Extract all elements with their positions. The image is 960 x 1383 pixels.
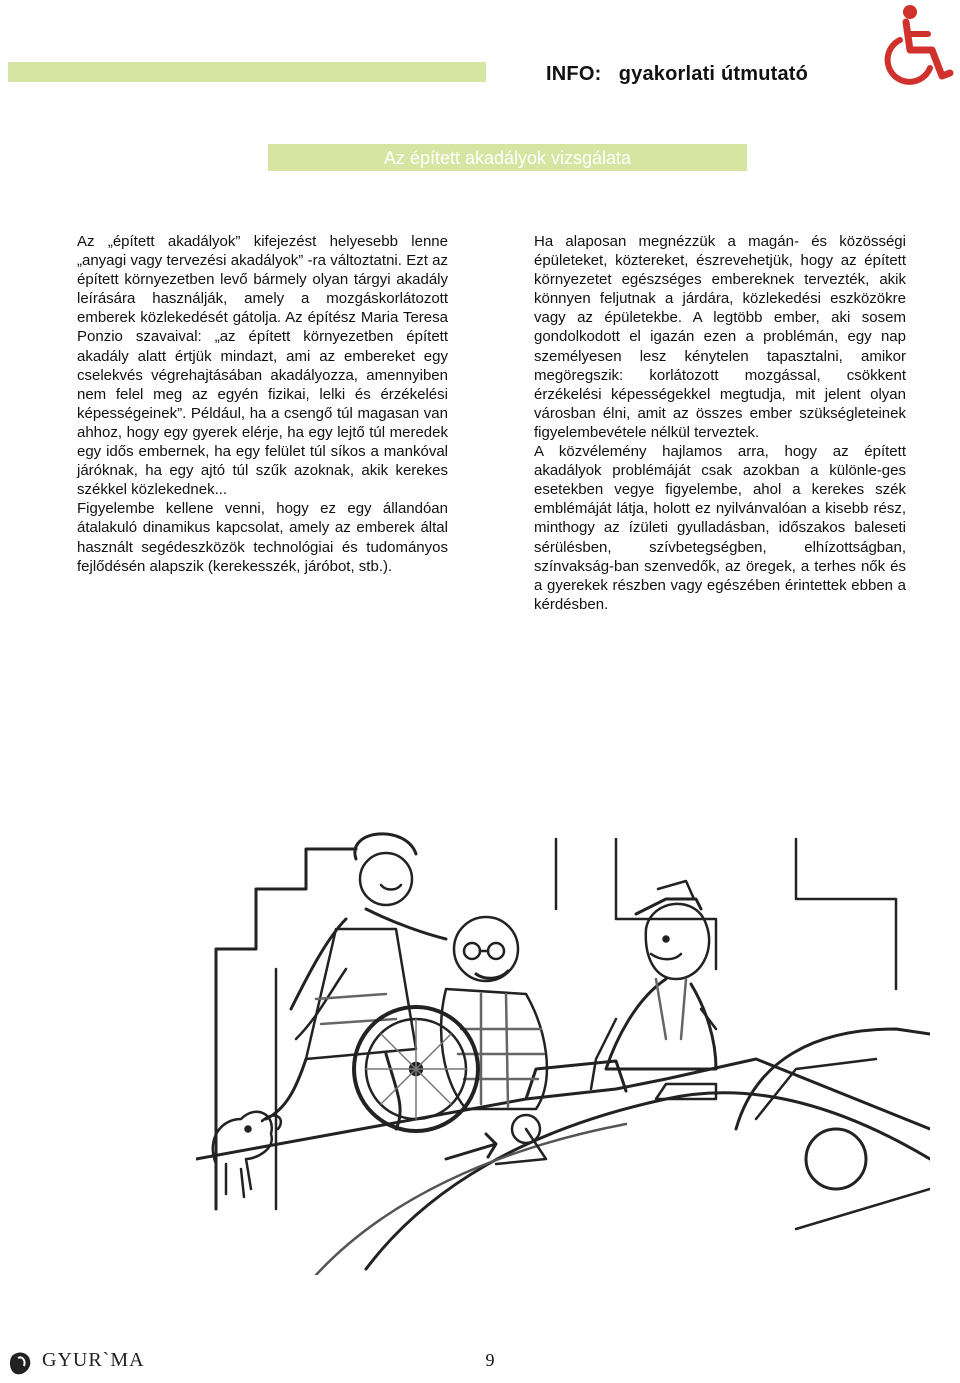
- header-title: INFO: gyakorlati útmutató: [546, 63, 809, 85]
- right-column: [534, 232, 906, 614]
- section-title: Az épített akadályok vizsgálata: [383, 148, 632, 168]
- cartoon-illustration: [196, 829, 930, 1275]
- paragraph: Az „épített akadályok” kifejezést helyesebb lenne „anyagi vagy tervezési akadályok” -ra változtatni. Ezt az épített környezetben levő bármely olyan tárgyi akadály leírására használják, amely a mozgáskorlátozott emberek közlekedését gátolja. Az építész Maria Teresa Ponzio szavaival: „az épített környezetben épített akadály alatt értjük mindazt, ami az embereket egy cselekvés végrehajtásában akadályozza, amennyiben nem felel meg az egyén fizikai, lelki és érzékelési képességeinek”. Például, ha a csengő túl magasan van ahhoz, hogy egy gyerek elérje, ha egy lejtő túl meredek egy idős embernek, ha egy felület túl síkos a mankóval járóknak, ha egy ajtó túl szűk azoknak, akik kerekes székkel közlekednek...: [77, 233, 448, 499]
- paragraph: Ha alaposan megnézzük a magán- és közösségi épületeket, köztereket, észrevehetjük, hogy az épített környezetet egészséges embereknek tervezték, akik könnyen feljutnak a járdára, közlekedési eszközökre vagy az épületekbe. A legtöbb ember, aki sosem gondolkodott el igazán ezen a problémán, egy nap személyesen lesz kénytelen tapasztalni, amikor megöregszik: korlátozott mozgással, csökkent érzékelési képességekkel megtudja, mit jelent olyan városban élni, amit az összes ember szükségleteinek figyelembevétele nélkül terveztek.: [534, 233, 906, 441]
- paragraph: Figyelembe kellene venni, hogy ez egy állandóan átalakuló dinamikus kapcsolat, amely az emberek által használt segédeszközök technológiai és tudományos fejlődésén alapszik (kerekesszék, járóbot, stb.).: [77, 500, 448, 575]
- header-bar: [8, 62, 486, 82]
- footer-logo-text: GYUR`MA: [42, 1349, 145, 1371]
- left-column: [77, 232, 448, 576]
- paragraph: A közvélemény hajlamos arra, hogy az épített akadályok problémáját csak azokban a különle-ges esetekben vegye figyelembe, ahol a kerekes szék emblémáját látja, holott ez nyilvánvalóan a kisebb rész, minthogy az ízületi gyulladásban, időszakos baleseti sérülésben, szívbetegségben, elhízottságban, színvakság-ban szenvedők, az öregek, a terhes nők és a gyerekek részben vagy egészében érintettek ebben a kérdésben.: [534, 443, 906, 613]
- wheelchair-accessibility-icon: [880, 2, 956, 90]
- page-number: 9: [485, 1350, 495, 1370]
